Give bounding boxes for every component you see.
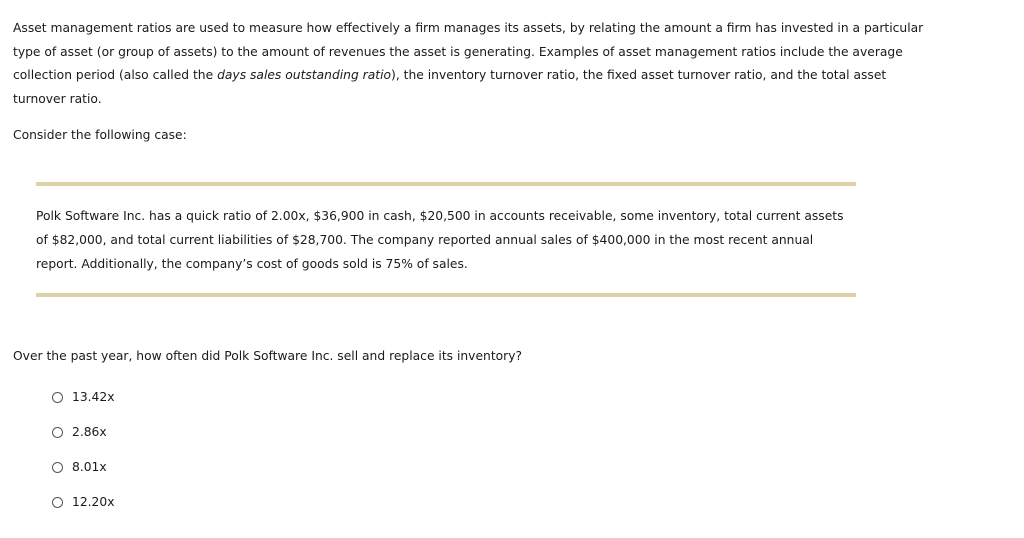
intro-emphasis: days sales outstanding ratio (217, 68, 392, 82)
answer-option[interactable] (52, 457, 114, 477)
intro-text-part2: ), the inventory turnover ratio, the fixed asset turnover ratio, and the total asset turnover ratio. (13, 68, 887, 106)
answer-option[interactable] (52, 387, 114, 407)
answer-option-label[interactable]: 12.20x (72, 495, 115, 509)
answer-option[interactable] (52, 492, 114, 512)
intro-paragraph (13, 17, 933, 111)
answer-option-label[interactable]: 13.42x (72, 390, 115, 404)
radio-button[interactable] (52, 497, 63, 508)
radio-button[interactable] (52, 392, 63, 403)
intro-text-part1: Asset management ratios are used to measure how effectively a firm manages its assets, by relating the amount a firm has invested in a particular type of asset (or group of assets) to the amount of revenues the asset is generating. Examples of asset management ratios include the average collection period (also called the (13, 21, 924, 82)
case-text: Polk Software Inc. has a quick ratio of 2.00x, $36,900 in cash, $20,500 in accounts receivable, some inventory, total current assets of $82,000, and total current liabilities of $28,700. The company reported annual sales of $400,000 in the most recent annual report. Additionally, the company’s cost of goods sold is 75% of sales. (36, 209, 844, 271)
answer-option-label[interactable]: 2.86x (72, 425, 107, 439)
radio-button[interactable] (52, 427, 63, 438)
radio-button[interactable] (52, 462, 63, 473)
consider-label: Consider the following case: (13, 128, 187, 142)
case-box (36, 182, 856, 297)
case-top-divider (36, 182, 856, 186)
answer-options (52, 387, 114, 527)
question-text: Over the past year, how often did Polk Software Inc. sell and replace its inventory? (13, 349, 523, 363)
answer-option-label[interactable]: 8.01x (72, 460, 107, 474)
answer-option[interactable] (52, 422, 114, 442)
case-bottom-divider (36, 293, 856, 297)
